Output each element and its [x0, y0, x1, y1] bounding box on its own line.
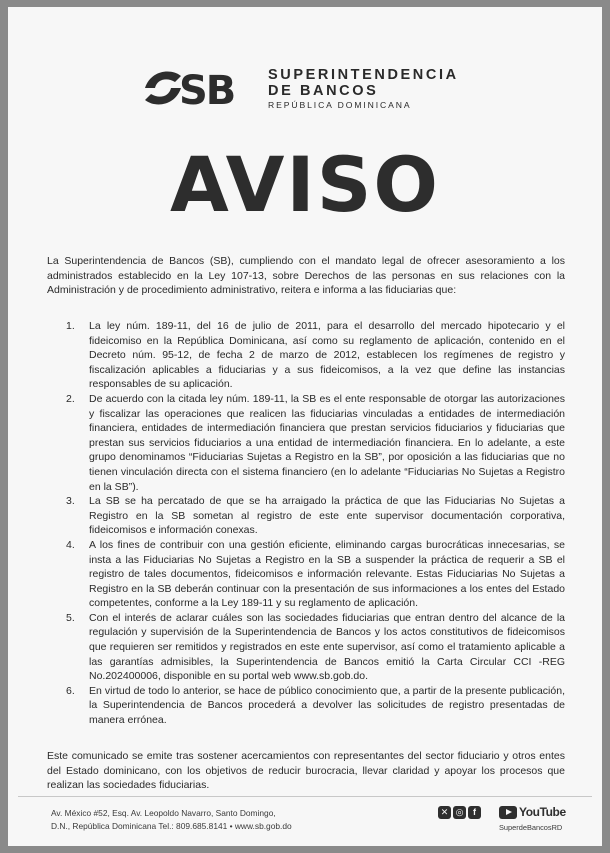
list-item-text: La ley núm. 189-11, del 16 de julio de 2011, para el desarrollo del mercado hipotecario y el fideicomiso en la República Dominicana, así como su reglamento de aplicación, contenido en el Decreto núm. 95-12, de fecha 2 de marzo de 2012, establecen los regímenes de registro y fiscalización aplicables a fiduciarias y a sus fideicomisos, a la vez que define las instancias responsables de su aplicación.: [89, 320, 565, 391]
list-item-number: 6.: [66, 684, 75, 697]
list-item-number: 4.: [66, 538, 75, 551]
list-item-text: La SB se ha percatado de que se ha arraigado la práctica de que las Fiduciarias No Sujetas a Registro en la SB sometan al registro de este ente supervisor documentación corporativa, fideicomisos e información conexas.: [89, 495, 565, 537]
logo-line-3: REPÚBLICA DOMINICANA: [268, 100, 412, 110]
address-line-1: Av. México #52, Esq. Av. Leopoldo Navarro, Santo Domingo,: [51, 808, 276, 818]
list-item: [47, 392, 565, 494]
list-item-number: 3.: [66, 495, 75, 508]
svg-text:SB: SB: [179, 68, 235, 110]
x-twitter-icon[interactable]: ✕: [438, 806, 451, 819]
document-page: [8, 7, 602, 846]
list-item: [47, 319, 565, 392]
intro-paragraph: La Superintendencia de Bancos (SB), cumpliendo con el mandato legal de ofrecer asesoramiento a los administrados establecido en la Ley 107-13, sobre Derechos de las personas en sus relaciones con la Administración y de procedimiento administrativo, reitera e informa a las fiduciarias que:: [47, 255, 565, 297]
sb-logo: [141, 64, 481, 116]
list-item: [47, 538, 565, 611]
list-item-number: 1.: [66, 320, 75, 332]
logo-line-2: DE BANCOS: [268, 83, 379, 99]
social-links: [438, 806, 588, 836]
list-item-text: De acuerdo con la citada ley núm. 189-11, la SB es el ente responsable de otorgar las autorizaciones y fiscalizar las operaciones que realicen las fiduciarias vinculadas a entidades de intermediación financiera, entidades de intermediación financiera que prestan servicios fiduciarios y fiduciarias que prestan sus servicios fiduciarios a una entidad de intermediación financiera. En lo adelante, a este grupo denominamos “Fiduciarias Sujetas a Registro en la SB”, por oposición a las fiduciarias que no tienen vinculación directa con el sistema financiero (en lo adelante “Fiduciarias No Sujetas a Registro en la SB”).: [89, 392, 565, 493]
list-item-text: En virtud de todo lo anterior, se hace de público conocimiento que, a partir de la presente publicación, la Superintendencia de Bancos procederá a devolver las solicitudes de registro presentadas de manera errónea.: [89, 684, 565, 727]
list-item: [47, 494, 565, 538]
address-line-2: D.N., República Dominicana Tel.: 809.685.8141 • www.sb.gob.do: [51, 820, 292, 831]
footer-divider: [18, 796, 592, 797]
youtube-icon[interactable]: [499, 806, 517, 819]
notice-list: [47, 319, 565, 728]
list-item: [47, 611, 565, 684]
instagram-icon[interactable]: ◎: [453, 806, 466, 819]
list-item-number: 5.: [66, 611, 75, 624]
list-item-number: 2.: [66, 392, 75, 405]
list-item: [47, 684, 565, 728]
social-handle: SuperdeBancosRD: [499, 823, 563, 832]
list-item-text: A los fines de contribuir con una gestión eficiente, eliminando cargas burocráticas innecesarias, se insta a las Fiduciarias No Sujetas a Registro en la SB a suspender la práctica de requerir a SB el registro de tales documentos, fideicomisos e información relevante. Estas Fiduciarias No Sujetas a Registro en la SB deberán continuar con la presentación de sus informaciones a los entes del Estado competentes, conforme a la Ley 189-11 y su reglamento de aplicación.: [89, 538, 565, 610]
closing-paragraph: Este comunicado se emite tras sostener acercamientos con representantes del sector fiduciario y otros entes del Estado dominicano, con los objetivos de reducir burocracia, llevar claridad y apoyar los procesos que realizan las sociedades fiduciarias.: [47, 750, 565, 792]
logo-line-1: SUPERINTENDENCIA: [268, 67, 459, 83]
youtube-label[interactable]: YouTube: [519, 805, 566, 819]
facebook-icon[interactable]: f: [468, 806, 481, 819]
list-item-text: Con el interés de aclarar cuáles son las sociedades fiduciarias que entran dentro del alcance de la regulación y supervisión de la Superintendencia de Bancos y los actos constitutivos de fideicomisos que requieren ser remitidos y registrados en este ente supervisor, así como el tratamiento aplicable a las garantías admisibles, la Superintendencia de Bancos emitió la Carta Circular CCI -REG No.202400006, disponible en su portal web www.sb.gob.do.: [89, 611, 565, 683]
footer-address: [51, 807, 292, 832]
sb-logo-mark-icon: [141, 66, 263, 110]
page-title: AVISO: [169, 140, 441, 229]
